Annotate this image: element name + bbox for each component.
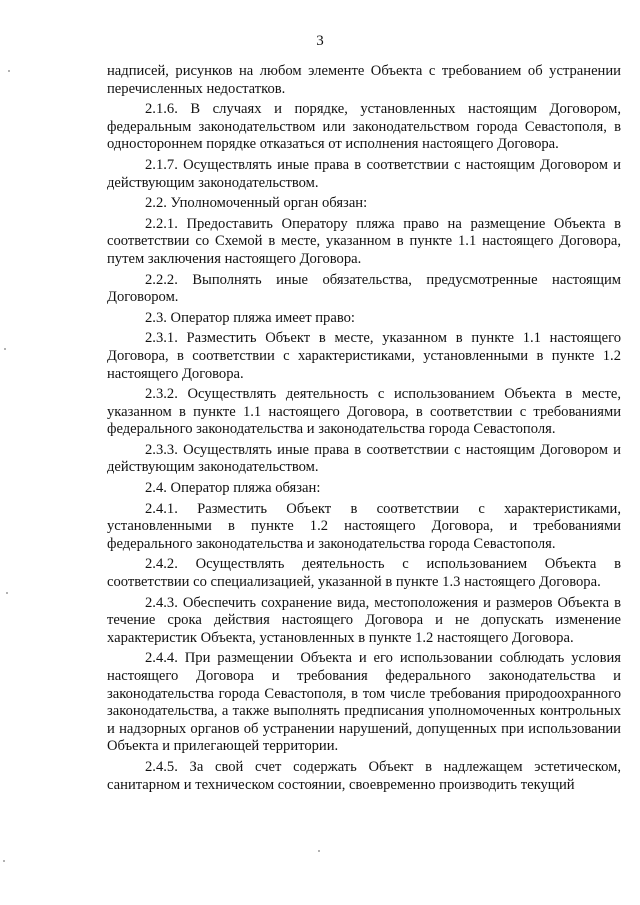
paragraph: 2.3.2. Осуществлять деятельность с использованием Объекта в месте, указанном в пункте 1.1 настоящего Договора, в соответствии с требованиями федерального законодательства и законодательства города Севастополя. xyxy=(107,386,621,438)
paragraph: 2.4.3. Обеспечить сохранение вида, местоположения и размеров Объекта в течение срока действия настоящего Договора и не допускать изменение характеристик Объекта, установленных в пункте 1.2 настоящего Договора. xyxy=(107,594,621,646)
scan-mark xyxy=(6,592,8,594)
paragraph: 2.4.4. При размещении Объекта и его использовании соблюдать условия настоящего Договора и требования федерального законодательства и законодательства города Севастополя, в том числе требования природоохранного законодательства, а также выполнять предписания уполномоченных контрольных и надзорных органов об устранении нарушений, допущенных при использовании Объекта и прилегающей территории. xyxy=(107,650,621,755)
paragraph: 2.2.2. Выполнять иные обязательства, предусмотренные настоящим Договором. xyxy=(107,271,621,306)
paragraph: 2.4.5. За свой счет содержать Объект в надлежащем эстетическом, санитарном и техническом состоянии, своевременно производить текущий xyxy=(107,758,621,793)
paragraph: надписей, рисунков на любом элементе Объекта с требованием об устранении перечисленных недостатков. xyxy=(107,63,621,97)
paragraph: 2.4.2. Осуществлять деятельность с использованием Объекта в соответствии со специализацией, указанной в пункте 1.3 настоящего Договора. xyxy=(107,556,621,591)
paragraph: 2.1.6. В случаях и порядке, установленных настоящим Договором, федеральным законодательством или законодательством города Севастополя, в одностороннем порядке отказаться от исполнения настоящего Договора. xyxy=(107,101,621,153)
paragraph: 2.1.7. Осуществлять иные права в соответствии с настоящим Договором и действующим законодательством. xyxy=(107,156,621,191)
document-body xyxy=(107,63,621,797)
paragraph: 2.3.3. Осуществлять иные права в соответствии с настоящим Договором и действующим законодательством. xyxy=(107,441,621,476)
scan-mark xyxy=(318,850,320,852)
page-number: 3 xyxy=(316,33,324,49)
paragraph: 2.2.1. Предоставить Оператору пляжа право на размещение Объекта в соответствии со Схемой в месте, указанном в пункте 1.1 настоящего Договора, путем заключения настоящего Договора. xyxy=(107,215,621,267)
scan-mark xyxy=(4,348,6,350)
scan-mark xyxy=(3,860,5,862)
paragraph: 2.2. Уполномоченный орган обязан: xyxy=(145,195,368,212)
scan-mark xyxy=(8,70,10,72)
paragraph: 2.3. Оператор пляжа имеет право: xyxy=(145,309,355,326)
paragraph: 2.3.1. Разместить Объект в месте, указанном в пункте 1.1 настоящего Договора, в соответствии с характеристиками, установленными в пункте 1.2 настоящего Договора. xyxy=(107,330,621,382)
paragraph: 2.4.1. Разместить Объект в соответствии с характеристиками, установленными в пункте 1.2 настоящего Договора, и требованиями федерального законодательства и законодательства города Севастополя. xyxy=(107,500,621,552)
paragraph: 2.4. Оператор пляжа обязан: xyxy=(145,480,321,497)
